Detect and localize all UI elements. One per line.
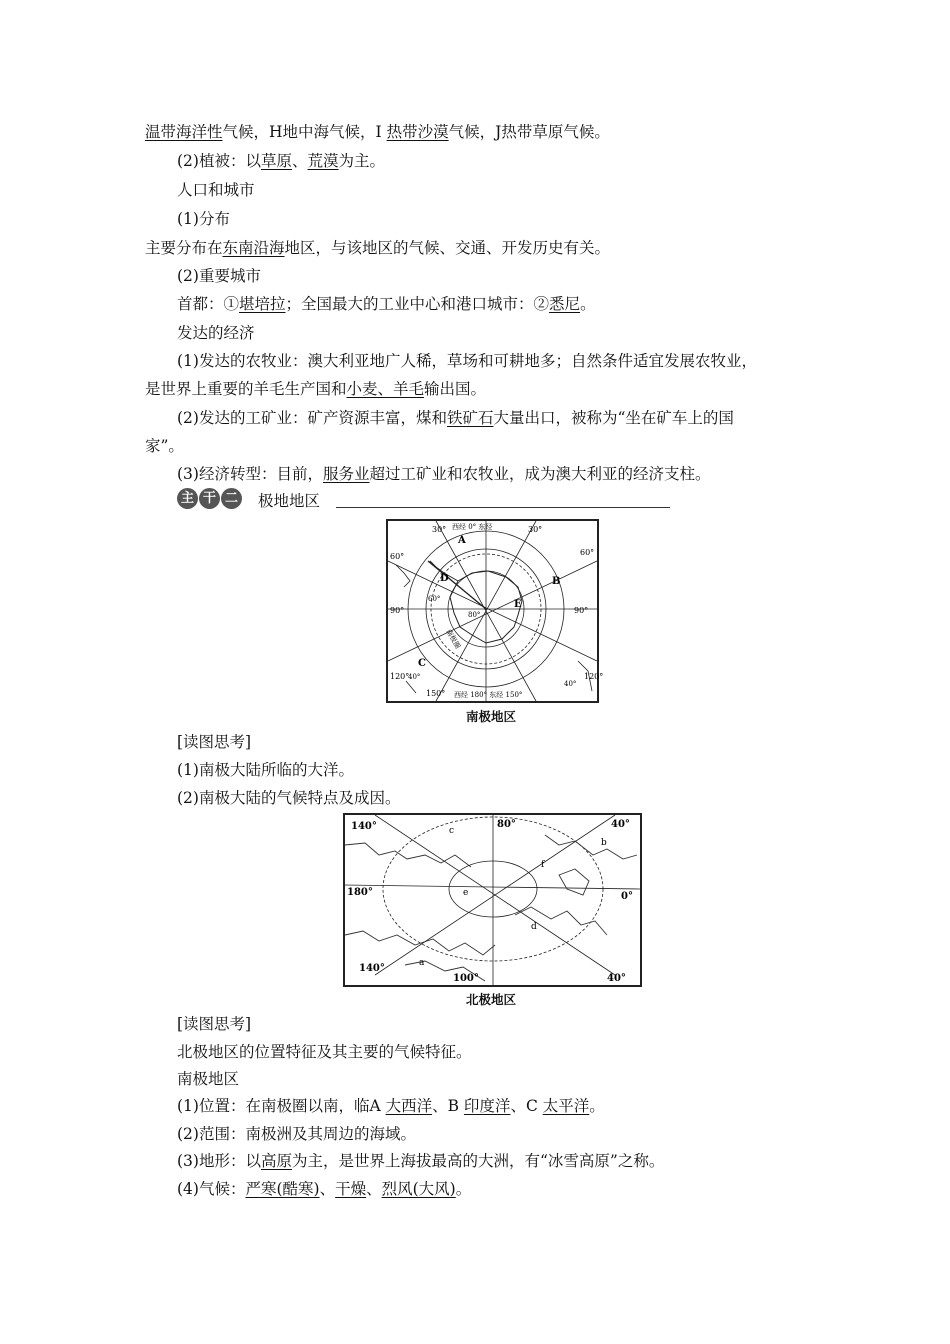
text-span: 为主。 [338, 152, 386, 170]
text-line [177, 464, 711, 484]
answer-blank: 荒漠 [307, 152, 339, 170]
text-line [145, 122, 610, 142]
text-line [177, 151, 385, 171]
answer-blank: 干燥 [335, 1180, 367, 1198]
text-span: 为主，是世界上海拔最高的大洲，有“冰雪高原”之称。 [291, 1152, 665, 1170]
text-line: 北极地区的位置特征及其主要的气候特征。 [177, 1043, 472, 1061]
map-label: 西经 180° 东经 150° [454, 691, 523, 699]
text-span: (3)经济转型：目前， [177, 465, 323, 483]
island [559, 869, 589, 895]
antarctic-map-caption: 南极地区 [466, 709, 517, 724]
text-span: (2)植被：以 [177, 152, 261, 170]
map-label: 90° [390, 606, 405, 615]
map-label: 30° [528, 525, 543, 534]
section-badge [177, 488, 242, 509]
text-span: 、 [291, 152, 308, 170]
text-span: 、 [319, 1180, 336, 1198]
text-span: 气候，J热带草原气候。 [448, 123, 610, 141]
map-label: 60° [580, 548, 595, 557]
map-label: 100° [453, 973, 479, 984]
map-label: 90° [574, 606, 589, 615]
text-span: ；全国最大的工业中心和港口城市：② [285, 295, 550, 313]
map-letter: f [541, 860, 545, 870]
text-span: (3)地形：以 [177, 1152, 261, 1170]
text-line [177, 294, 596, 314]
map-letter: c [449, 826, 455, 836]
text-span: (2)发达的工矿业：矿产资源丰富，煤和 [177, 409, 447, 427]
map-letter: E [514, 599, 522, 610]
badge-char: 干 [199, 488, 220, 509]
text-span: (1)位置：在南极圈以南，临A [177, 1097, 386, 1115]
text-span: 主要分布在 [145, 239, 223, 257]
text-line [177, 1151, 664, 1171]
text-line: (2)重要城市 [177, 267, 261, 285]
badge-char: 二 [221, 488, 242, 509]
text-span: 输出国。 [424, 380, 487, 398]
coast-fragment [406, 681, 416, 693]
map-label: 140° [359, 963, 385, 974]
map-label: 西经 0° 东经 [452, 523, 493, 531]
answer-blank: 太平洋 [542, 1097, 590, 1115]
coastline [345, 931, 495, 955]
text-line [145, 379, 486, 399]
text-line: (2)范围：南极洲及其周边的海域。 [177, 1125, 416, 1143]
answer-blank: 东南沿海 [222, 239, 285, 257]
text-span: 。 [455, 1180, 472, 1198]
answer-blank: 草原 [260, 152, 292, 170]
map-label: 80° [497, 819, 516, 830]
map-letter: e [463, 888, 469, 898]
map-letter: C [418, 658, 426, 669]
subheading: 发达的经济 [177, 324, 255, 342]
text-span: 、B [432, 1097, 464, 1115]
answer-blank: 服务业 [322, 465, 370, 483]
text-span: 、 [366, 1180, 382, 1198]
section-title: 极地地区 [258, 492, 321, 510]
text-span: 大量出口，被称为“坐在矿车上的国 [493, 409, 734, 427]
text-span: 气候，H地中海气候，I [222, 123, 387, 141]
map-label: 30° [432, 525, 447, 534]
arctic-map-caption: 北极地区 [466, 992, 517, 1007]
text-line: [读图思考] [177, 733, 252, 751]
answer-blank: 印度洋 [463, 1097, 511, 1115]
text-span: 。 [589, 1097, 605, 1115]
text-span: 地区，与该地区的气候、交通、开发历史有关。 [284, 239, 611, 257]
text-span: 是世界上重要的羊毛生产国和 [145, 380, 347, 398]
map-label: 40° [564, 680, 577, 688]
text-line [177, 1096, 605, 1116]
text-span: 、C [510, 1097, 543, 1115]
arctic-map [343, 813, 642, 987]
text-line [177, 1179, 471, 1199]
map-label: 40° [611, 819, 630, 830]
map-label: 140° [351, 821, 377, 832]
answer-blank: 严寒(酷寒) [245, 1180, 320, 1198]
map-label: 40° [408, 673, 421, 681]
map-label: 180° [347, 887, 373, 898]
answer-blank: 温带海洋性 [145, 123, 223, 141]
badge-char: 主 [177, 488, 198, 509]
map-label: 80° [468, 611, 481, 619]
map-letter: a [419, 958, 425, 968]
antarctic-map [386, 519, 604, 703]
map-letter: b [601, 838, 607, 848]
text-span: (4)气候： [177, 1180, 246, 1198]
answer-blank: 热带沙漠 [386, 123, 449, 141]
answer-blank: 高原 [260, 1152, 292, 1170]
text-line: 家”。 [145, 437, 184, 455]
map-label: 150° [426, 689, 446, 698]
text-line: (2)南极大陆的气候特点及成因。 [177, 789, 401, 807]
answer-blank: 悉尼 [549, 295, 581, 313]
map-label: 120° [584, 672, 604, 681]
text-line: (1)发达的农牧业：澳大利亚地广人稀，草场和可耕地多；自然条件适宜发展农牧业， [177, 352, 757, 370]
coastline [345, 843, 471, 867]
section-rule [336, 507, 670, 508]
map-label: 40° [607, 973, 626, 984]
subheading: 人口和城市 [177, 181, 255, 199]
antarctic-map-graphic [388, 521, 604, 701]
map-label: 60° [390, 552, 405, 561]
map-letter: A [458, 535, 466, 546]
text-line [145, 238, 610, 258]
answer-blank: 堪培拉 [239, 295, 286, 313]
coastline [545, 835, 637, 859]
text-line: [读图思考] [177, 1015, 252, 1033]
answer-blank: 铁矿石 [446, 409, 494, 427]
answer-blank: 烈风(大风) [381, 1180, 456, 1198]
map-label: 0° [621, 891, 633, 902]
map-letter: B [552, 576, 561, 587]
text-span: 。 [580, 295, 596, 313]
answer-blank: 大西洋 [385, 1097, 433, 1115]
map-label: 120° [390, 672, 410, 681]
text-line [177, 408, 734, 428]
arctic-map-graphic [345, 815, 640, 985]
text-line: (1)南极大陆所临的大洋。 [177, 761, 354, 779]
meridian [345, 885, 640, 889]
text-span: 首都：① [177, 295, 240, 313]
subheading: 南极地区 [177, 1070, 240, 1088]
answer-blank: 小麦、羊毛 [346, 380, 425, 398]
map-label: 60° [428, 595, 441, 603]
text-span: 超过工矿业和农牧业，成为澳大利亚的经济支柱。 [369, 465, 711, 483]
coastline [515, 907, 607, 935]
map-letter: d [531, 922, 537, 932]
text-line: (1)分布 [177, 210, 230, 228]
map-label: 南极圈 [444, 628, 462, 651]
map-letter: D [440, 573, 449, 584]
